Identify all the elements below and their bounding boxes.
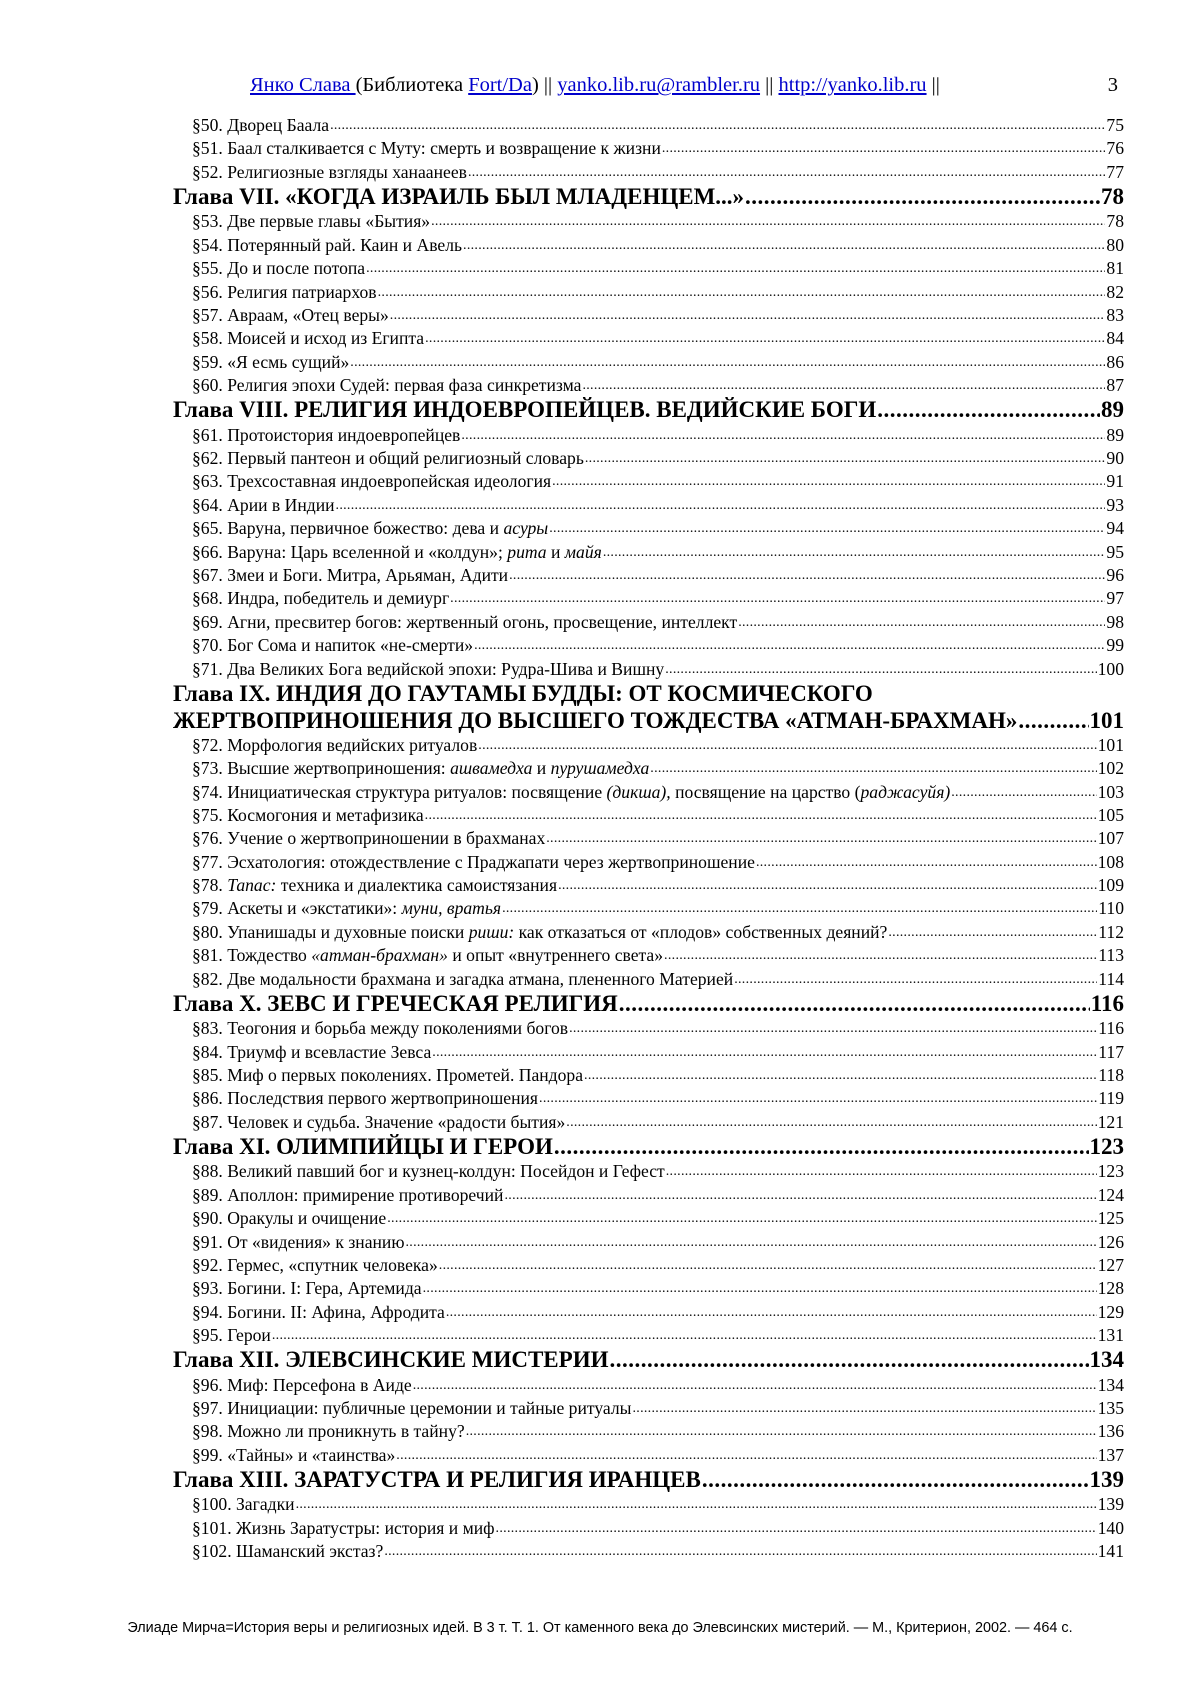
toc-entry[interactable]: §62. Первый пантеон и общий религиозный словарь ..... 90 bbox=[192, 447, 1124, 470]
toc-chapter[interactable]: Глава XII. ЭЛЕВСИНСКИЕ МИСТЕРИИ ..... 134 bbox=[173, 1348, 1124, 1374]
page-ref: 95 bbox=[1106, 541, 1124, 562]
toc-entry[interactable]: §92. Гермес, «спутник человека» ..... 127 bbox=[192, 1254, 1124, 1277]
toc-entry[interactable]: §94. Богини. II: Афина, Афродита ..... 129 bbox=[192, 1301, 1124, 1324]
leader-dots bbox=[539, 1087, 1097, 1110]
header-trailing: || bbox=[926, 74, 940, 96]
leader-dots bbox=[877, 397, 1100, 423]
page-ref: 101 bbox=[1097, 734, 1124, 755]
leader-dots bbox=[569, 1017, 1097, 1040]
leader-dots bbox=[378, 281, 1106, 304]
toc-entry[interactable]: §99. «Тайны» и «таинства» ..... 137 bbox=[192, 1444, 1124, 1467]
page-ref: 116 bbox=[1098, 1018, 1124, 1039]
toc-entry[interactable]: §75. Космогония и метафизика ..... 105 bbox=[192, 804, 1124, 827]
leader-dots bbox=[584, 1064, 1097, 1087]
toc-entry[interactable]: §72. Морфология ведийских ритуалов ..... 101 bbox=[192, 734, 1124, 757]
page-ref: 84 bbox=[1106, 328, 1124, 349]
page-ref: 90 bbox=[1106, 448, 1124, 469]
page-ref: 129 bbox=[1097, 1301, 1124, 1322]
leader-dots bbox=[609, 1348, 1088, 1374]
toc-chapter[interactable]: Глава VII. «КОГДА ИЗРАИЛЬ БЫЛ МЛАДЕНЦЕМ...» ..... 78 bbox=[173, 184, 1124, 210]
page-ref: 121 bbox=[1097, 1111, 1124, 1132]
leader-dots bbox=[272, 1324, 1097, 1347]
leader-dots bbox=[439, 1254, 1097, 1277]
page-ref: 107 bbox=[1097, 828, 1124, 849]
leader-dots bbox=[413, 1374, 1097, 1397]
toc-entry[interactable]: §70. Бог Сома и напиток «не-смерти» ..... 99 bbox=[192, 634, 1124, 657]
leader-dots bbox=[461, 424, 1105, 447]
page-number: 3 bbox=[1107, 74, 1118, 96]
page-ref: 89 bbox=[1106, 424, 1124, 445]
page-ref: 75 bbox=[1106, 114, 1124, 135]
toc-chapter-line1[interactable]: Глава IX. ИНДИЯ ДО ГАУТАМЫ БУДДЫ: ОТ КОСМИЧЕСКОГО bbox=[173, 680, 873, 706]
toc-entry[interactable]: §96. Миф: Персефона в Аиде ..... 134 bbox=[192, 1374, 1124, 1397]
page-ref: 96 bbox=[1106, 565, 1124, 585]
toc-entry[interactable]: §71. Два Великих Бога ведийской эпохи: Рудра-Шива и Вишну ..... 100 bbox=[192, 658, 1124, 681]
toc-chapter[interactable]: ЖЕРТВОПРИНОШЕНИЯ ДО ВЫСШЕГО ТОЖДЕСТВА «АТМАН-БРАХМАН» ..... 101 bbox=[173, 708, 1124, 734]
page-ref: 89 bbox=[1101, 397, 1124, 423]
leader-dots bbox=[619, 991, 1090, 1017]
toc-entry[interactable]: §68. Индра, победитель и демиург ..... 97 bbox=[192, 587, 1124, 610]
toc-entry[interactable]: §63. Трехсоставная индоевропейская идеология ..... 91 bbox=[192, 470, 1124, 493]
page-ref: 78 bbox=[1106, 211, 1124, 232]
leader-dots bbox=[665, 658, 1096, 681]
toc-entry[interactable]: §91. От «видения» к знанию ..... 126 bbox=[192, 1231, 1124, 1254]
page-ref: 101 bbox=[1089, 707, 1124, 733]
toc-chapter[interactable]: Глава VIII. РЕЛИГИЯ ИНДОЕВРОПЕЙЦЕВ. ВЕДИЙСКИЕ БОГИ ..... 89 bbox=[173, 397, 1124, 423]
leader-dots bbox=[603, 541, 1106, 564]
page-ref: 112 bbox=[1098, 921, 1124, 942]
page-ref: 126 bbox=[1097, 1231, 1124, 1252]
toc-entry[interactable]: §50. Дворец Баала ..... 75 bbox=[192, 114, 1124, 137]
leader-dots bbox=[585, 447, 1106, 470]
page-ref: 131 bbox=[1097, 1325, 1124, 1346]
leader-dots bbox=[566, 1111, 1096, 1134]
table-of-contents bbox=[0, 114, 1200, 1564]
leader-dots bbox=[446, 1301, 1097, 1324]
toc-chapter[interactable]: Глава X. ЗЕВС И ГРЕЧЕСКАЯ РЕЛИГИЯ ..... 116 bbox=[173, 991, 1124, 1017]
leader-dots bbox=[431, 210, 1105, 233]
library-link[interactable]: Fort/Da bbox=[468, 74, 532, 96]
page-ref: 141 bbox=[1097, 1541, 1124, 1562]
toc-entry[interactable]: §102. Шаманский экстаз? ..... 141 bbox=[192, 1540, 1124, 1563]
page-ref: 102 bbox=[1097, 758, 1124, 779]
toc-entry[interactable]: §86. Последствия первого жертвоприношения ..... 119 bbox=[192, 1087, 1124, 1110]
leader-dots bbox=[384, 1540, 1096, 1563]
page-ref: 114 bbox=[1098, 968, 1124, 989]
leader-dots bbox=[296, 1493, 1097, 1516]
leader-dots bbox=[549, 517, 1105, 540]
toc-entry[interactable]: §89. Аполлон: примирение противоречий ..... 124 bbox=[192, 1184, 1124, 1207]
page-ref: 128 bbox=[1097, 1278, 1124, 1299]
page-ref: 77 bbox=[1106, 161, 1124, 182]
page-footer: Элиаде Мирча=История веры и религиозных идей. В 3 т. Т. 1. От каменного века до Элевсинских мистерий. — М., Критерион, 2002. — 464 с. bbox=[127, 1620, 1073, 1636]
leader-dots bbox=[432, 1041, 1097, 1064]
toc-entry[interactable]: §69. Агни, пресвитер богов: жертвенный огонь, просвещение, интеллект ..... 98 bbox=[192, 611, 1124, 634]
toc-entry[interactable]: §60. Религия эпохи Судей: первая фаза синкретизма ..... 87 bbox=[192, 374, 1124, 397]
toc-entry[interactable]: §73. Высшие жертвоприношения: ашвамедха и пурушамедха ..... 102 bbox=[192, 757, 1124, 780]
toc-entry[interactable]: §61. Протоистория индоевропейцев ..... 89 bbox=[192, 424, 1124, 447]
page-ref: 136 bbox=[1097, 1421, 1124, 1442]
page-ref: 134 bbox=[1097, 1374, 1124, 1395]
leader-dots bbox=[350, 351, 1105, 374]
leader-dots bbox=[504, 1184, 1096, 1207]
page-ref: 76 bbox=[1106, 138, 1124, 159]
page-ref: 78 bbox=[1101, 184, 1124, 210]
leader-dots bbox=[554, 1134, 1089, 1160]
page-ref: 135 bbox=[1097, 1398, 1124, 1419]
page-ref: 108 bbox=[1097, 851, 1124, 872]
library-prefix: (Библиотека bbox=[355, 74, 469, 96]
leader-dots bbox=[951, 781, 1096, 804]
email-link[interactable]: yanko.lib.ru@rambler.ru bbox=[557, 74, 761, 96]
page-ref: 113 bbox=[1098, 945, 1124, 966]
toc-entry[interactable]: §58. Моисей и исход из Египта ..... 84 bbox=[192, 327, 1124, 350]
leader-dots bbox=[466, 1420, 1097, 1443]
leader-dots bbox=[478, 734, 1096, 757]
header-separator: || bbox=[760, 74, 779, 96]
toc-entry[interactable]: §97. Инициации: публичные церемонии и тайные ритуалы ..... 135 bbox=[192, 1397, 1124, 1420]
leader-dots bbox=[552, 470, 1105, 493]
toc-entry[interactable]: §93. Богини. I: Гера, Артемида ..... 128 bbox=[192, 1277, 1124, 1300]
toc-entry[interactable]: §53. Две первые главы «Бытия» ..... 78 bbox=[192, 210, 1124, 233]
leader-dots bbox=[1018, 708, 1088, 734]
toc-entry[interactable]: §90. Оракулы и очищение ..... 125 bbox=[192, 1207, 1124, 1230]
leader-dots bbox=[390, 304, 1106, 327]
leader-dots bbox=[474, 634, 1105, 657]
leader-dots bbox=[468, 161, 1105, 184]
leader-dots bbox=[666, 1160, 1097, 1183]
site-link[interactable]: http://yanko.lib.ru bbox=[778, 74, 927, 96]
page-ref: 103 bbox=[1097, 781, 1124, 802]
page-ref: 127 bbox=[1097, 1254, 1124, 1275]
toc-entry[interactable]: §84. Триумф и всевластие Зевса ..... 117 bbox=[192, 1041, 1124, 1064]
page-ref: 119 bbox=[1098, 1088, 1124, 1109]
leader-dots bbox=[509, 564, 1105, 587]
toc-entry[interactable]: §79. Аскеты и «экстатики»: муни, вратья ..... 110 bbox=[192, 897, 1124, 920]
page-ref: 99 bbox=[1106, 635, 1124, 656]
toc-chapter[interactable]: Глава XI. ОЛИМПИЙЦЫ И ГЕРОИ ..... 123 bbox=[173, 1134, 1124, 1160]
page-ref: 139 bbox=[1097, 1494, 1124, 1515]
library-suffix: ) || bbox=[531, 74, 558, 96]
leader-dots bbox=[662, 137, 1106, 160]
page-header bbox=[0, 70, 1200, 106]
page-ref: 86 bbox=[1106, 351, 1124, 372]
leader-dots bbox=[502, 897, 1097, 920]
leader-dots bbox=[423, 1277, 1097, 1300]
page-ref: 87 bbox=[1106, 375, 1124, 396]
toc-entry[interactable]: §85. Миф о первых поколениях. Прометей. Пандора ..... 118 bbox=[192, 1064, 1124, 1087]
leader-dots bbox=[425, 804, 1097, 827]
toc-entry[interactable]: §64. Арии в Индии ..... 93 bbox=[192, 494, 1124, 517]
toc-entry[interactable]: §78. Тапас: техника и диалектика самоистязания ..... 109 bbox=[192, 874, 1124, 897]
leader-dots bbox=[888, 921, 1097, 944]
page-ref: 80 bbox=[1106, 234, 1124, 255]
page-ref: 117 bbox=[1098, 1041, 1124, 1062]
toc-entry[interactable]: §65. Варуна, первичное божество: дева и асуры ..... 94 bbox=[192, 517, 1124, 540]
toc-entry[interactable]: §98. Можно ли проникнуть в тайну? ..... 136 bbox=[192, 1420, 1124, 1443]
page-ref: 81 bbox=[1106, 258, 1124, 279]
leader-dots bbox=[558, 874, 1097, 897]
toc-entry[interactable]: §59. «Я есмь сущий» ..... 86 bbox=[192, 351, 1124, 374]
page-ref: 97 bbox=[1106, 588, 1124, 609]
page-ref: 93 bbox=[1106, 494, 1124, 515]
toc-entry[interactable]: §74. Инициатическая структура ритуалов: посвящение (дикша), посвящение на царство (раджасуйя) ..... 103 bbox=[192, 781, 1124, 804]
toc-entry[interactable]: §52. Религиозные взгляды ханаанеев ..... 77 bbox=[192, 161, 1124, 184]
toc-entry[interactable]: §100. Загадки ..... 139 bbox=[192, 1493, 1124, 1516]
leader-dots bbox=[330, 114, 1105, 137]
page-ref: 91 bbox=[1106, 471, 1124, 492]
toc-entry[interactable]: §82. Две модальности брахмана и загадка атмана, плененного Материей ..... 114 bbox=[192, 968, 1124, 991]
toc-entry[interactable]: §88. Великий павший бог и кузнец-колдун: Посейдон и Гефест ..... 123 bbox=[192, 1160, 1124, 1183]
leader-dots bbox=[336, 494, 1106, 517]
page-ref: 94 bbox=[1106, 518, 1124, 539]
leader-dots bbox=[425, 327, 1105, 350]
leader-dots bbox=[546, 827, 1096, 850]
toc-entry[interactable]: §77. Эсхатология: отождествление с Праджапати через жертвоприношение ..... 108 bbox=[192, 851, 1124, 874]
page-ref: 134 bbox=[1089, 1347, 1124, 1373]
page-ref: 98 bbox=[1106, 611, 1124, 632]
page-ref: 116 bbox=[1090, 991, 1124, 1017]
page-ref: 82 bbox=[1106, 281, 1124, 302]
toc-entry[interactable]: §55. До и после потопа ..... 81 bbox=[192, 257, 1124, 280]
page-ref: 123 bbox=[1089, 1134, 1124, 1160]
leader-dots bbox=[396, 1444, 1096, 1467]
page-ref: 124 bbox=[1097, 1184, 1124, 1205]
toc-entry[interactable]: §95. Герои ..... 131 bbox=[192, 1324, 1124, 1347]
toc-entry[interactable]: §87. Человек и судьба. Значение «радости бытия» ..... 121 bbox=[192, 1111, 1124, 1134]
leader-dots bbox=[756, 851, 1097, 874]
leader-dots bbox=[702, 1467, 1089, 1493]
page-ref: 109 bbox=[1097, 875, 1124, 896]
page-ref: 125 bbox=[1097, 1208, 1124, 1229]
header-line bbox=[250, 74, 940, 97]
toc-entry[interactable]: §76. Учение о жертвоприношении в брахманах ..... 107 bbox=[192, 827, 1124, 850]
leader-dots bbox=[387, 1207, 1096, 1230]
toc-entry[interactable]: §83. Теогония и борьба между поколениями богов ..... 116 bbox=[192, 1017, 1124, 1040]
leader-dots bbox=[745, 184, 1100, 210]
leader-dots bbox=[650, 757, 1096, 780]
toc-entry[interactable]: §101. Жизнь Заратустры: история и миф ..... 140 bbox=[192, 1517, 1124, 1540]
leader-dots bbox=[450, 587, 1105, 610]
leader-dots bbox=[496, 1517, 1097, 1540]
leader-dots bbox=[582, 374, 1105, 397]
toc-entry[interactable]: §57. Авраам, «Отец веры» ..... 83 bbox=[192, 304, 1124, 327]
page-ref: 110 bbox=[1098, 898, 1124, 919]
toc-entry[interactable]: §51. Баал сталкивается с Муту: смерть и возвращение к жизни ..... 76 bbox=[192, 137, 1124, 160]
page-ref: 105 bbox=[1097, 804, 1124, 825]
toc-chapter[interactable]: Глава XIII. ЗАРАТУСТРА И РЕЛИГИЯ ИРАНЦЕВ ..... 139 bbox=[173, 1467, 1124, 1493]
toc-entry[interactable]: §67. Змеи и Боги. Митра, Арьяман, Адити ..... 96 bbox=[192, 564, 1124, 587]
page-ref: 100 bbox=[1097, 658, 1124, 679]
page-ref: 140 bbox=[1097, 1517, 1124, 1538]
page-ref: 123 bbox=[1097, 1161, 1124, 1182]
leader-dots bbox=[405, 1231, 1096, 1254]
page-ref: 118 bbox=[1098, 1065, 1124, 1085]
leader-dots bbox=[734, 968, 1097, 991]
leader-dots bbox=[738, 611, 1105, 634]
page-ref: 139 bbox=[1089, 1467, 1124, 1493]
leader-dots bbox=[463, 234, 1105, 257]
page-ref: 137 bbox=[1097, 1444, 1124, 1465]
leader-dots bbox=[664, 944, 1097, 967]
author-link[interactable]: Янко Слава bbox=[250, 74, 356, 96]
leader-dots bbox=[366, 257, 1105, 280]
toc-entry[interactable]: §81. Тождество «атман-брахман» и опыт «внутреннего света» ..... 113 bbox=[192, 944, 1124, 967]
page-ref: 83 bbox=[1106, 304, 1124, 325]
leader-dots bbox=[632, 1397, 1096, 1420]
toc-entry[interactable]: §54. Потерянный рай. Каин и Авель ..... 80 bbox=[192, 234, 1124, 257]
toc-entry[interactable]: §80. Упанишады и духовные поиски риши: как отказаться от «плодов» собственных деяний? ..... 112 bbox=[192, 921, 1124, 944]
toc-entry[interactable]: §56. Религия патриархов ..... 82 bbox=[192, 281, 1124, 304]
toc-entry[interactable]: §66. Варуна: Царь вселенной и «колдун»; рита и майя ..... 95 bbox=[192, 541, 1124, 564]
